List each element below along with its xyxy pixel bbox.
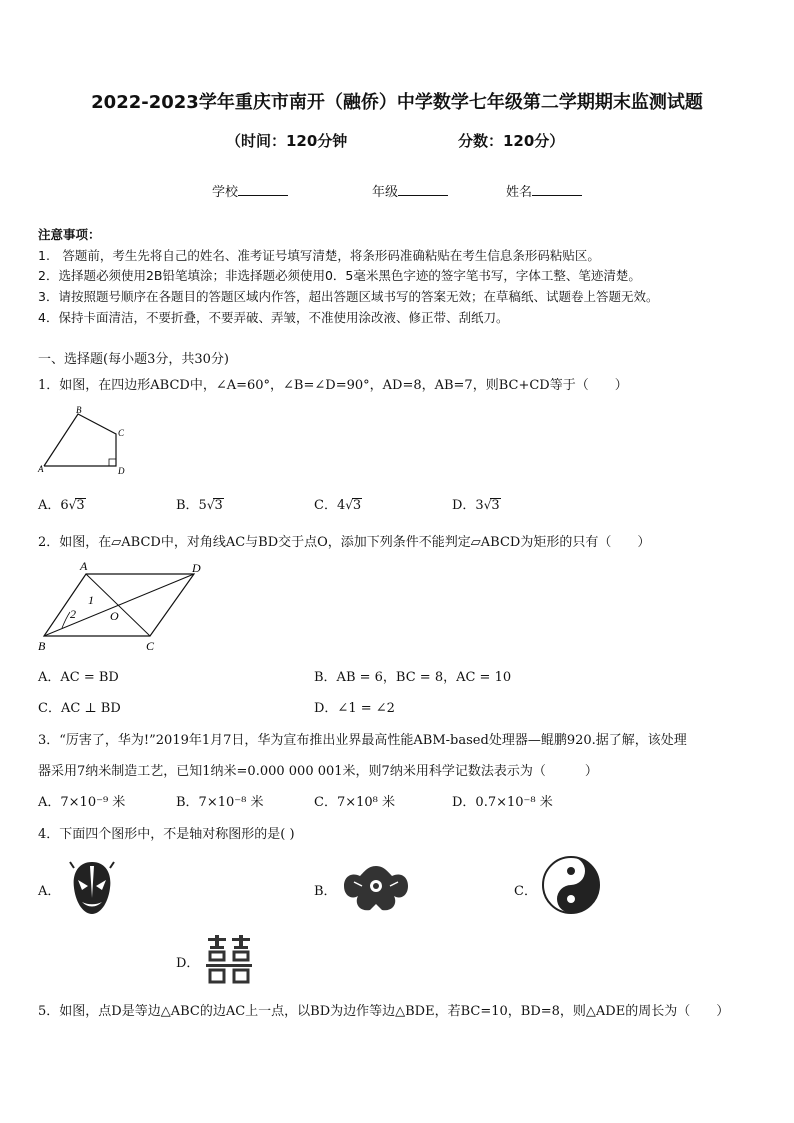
label-o: O xyxy=(110,609,119,623)
label-a: A xyxy=(38,464,44,474)
angle-2-label: 2 xyxy=(70,607,76,621)
label-c: C xyxy=(146,639,155,653)
q2-option-a[interactable]: A．AC = BD xyxy=(38,670,119,685)
parallelogram-figure xyxy=(36,558,216,654)
label-b: B xyxy=(38,639,46,653)
note-item: 2．选择题必须使用2B铅笔填涂；非选择题必须使用0．5毫米黑色字迹的签字笔书写，字体工整、笔迹清楚。 xyxy=(38,268,641,283)
q3-option-c[interactable]: C．7×10⁸ 米 xyxy=(314,795,395,810)
label-c: C xyxy=(118,428,125,438)
note-item: 3．请按照题号顺序在各题目的答题区域内作答，超出答题区域书写的答案无效；在草稿纸、试题卷上答题无效。 xyxy=(38,289,659,304)
grade-label: 年级 xyxy=(372,185,399,200)
notes-heading: 注意事项： xyxy=(38,227,101,242)
grade-field[interactable] xyxy=(372,181,448,200)
question-4-text: 4．下面四个图形中，不是轴对称图形的是( ) xyxy=(38,827,295,842)
name-label: 姓名 xyxy=(506,185,533,200)
q1-option-c[interactable]: C．4√3 xyxy=(314,498,362,513)
q2-option-b[interactable]: B．AB = 6，BC = 8，AC = 10 xyxy=(314,670,512,685)
q4-option-c[interactable]: C． xyxy=(514,884,537,899)
q1-option-b[interactable]: B．5√3 xyxy=(176,498,223,513)
q2-option-d[interactable]: D．∠1 = ∠2 xyxy=(314,701,395,716)
opera-mask-image xyxy=(68,858,116,918)
q4-option-b[interactable]: B． xyxy=(314,884,337,899)
label-d: D xyxy=(192,561,201,575)
q3-option-a[interactable]: A．7×10⁻⁹ 米 xyxy=(38,795,126,810)
label-b: B xyxy=(76,405,82,415)
question-2-text: 2．如图，在▱ABCD中，对角线AC与BD交于点O，添加下列条件不能判定▱ABCD为矩形的只有（ ） xyxy=(38,535,651,550)
note-item: 1. 答题前，考生先将自己的姓名、准考证号填写清楚，将条形码准确粘贴在考生信息条形码粘贴区。 xyxy=(38,248,600,263)
question-3-text-line1: 3．“厉害了，华为!”2019年1月7日，华为宣布推出业界最高性能ABM-based处理器—鲲鹏920.据了解，该处理 xyxy=(38,733,687,748)
section-heading: 一、选择题(每小题3分，共30分) xyxy=(38,352,229,367)
quadrilateral-figure xyxy=(36,404,136,476)
angle-1-label: 1 xyxy=(88,593,94,607)
question-3-text-line2: 器采用7纳米制造工艺，已知1纳米=0.000 000 001米，则7纳米用科学记数法表示为（ ） xyxy=(38,764,598,779)
label-d: D xyxy=(118,466,125,476)
q2-option-c[interactable]: C．AC ⊥ BD xyxy=(38,701,121,716)
school-field[interactable] xyxy=(212,181,288,200)
exam-time: （时间：120分钟 xyxy=(226,132,348,150)
q4-option-a[interactable]: A． xyxy=(38,884,61,899)
page-title: 2022-2023学年重庆市南开（融侨）中学数学七年级第二学期期末监测试题 xyxy=(91,92,703,113)
question-1-text: 1．如图，在四边形ABCD中，∠A=60°，∠B=∠D=90°，AD=8，AB=7，则BC+CD等于（ ） xyxy=(38,378,628,393)
twin-dragon-image xyxy=(340,860,412,916)
school-label: 学校 xyxy=(212,185,239,200)
label-a: A xyxy=(80,559,88,573)
note-item: 4．保持卡面清洁，不要折叠，不要弄破、弄皱，不准使用涂改液、修正带、刮纸刀。 xyxy=(38,310,509,325)
exam-score: 分数：120分） xyxy=(458,132,565,150)
q4-option-d[interactable]: D． xyxy=(176,956,200,971)
q3-option-d[interactable]: D．0.7×10⁻⁸ 米 xyxy=(452,795,553,810)
question-5-text: 5．如图，点D是等边△ABC的边AC上一点，以BD为边作等边△BDE，若BC=10，BD=8，则△ADE的周长为（ ） xyxy=(38,1004,730,1019)
q1-option-a[interactable]: A．6√3 xyxy=(38,498,85,513)
double-happiness-image xyxy=(204,934,254,988)
q1-option-d[interactable]: D．3√3 xyxy=(452,498,500,513)
q3-option-b[interactable]: B．7×10⁻⁸ 米 xyxy=(176,795,264,810)
yin-yang-image xyxy=(540,854,602,916)
name-field[interactable] xyxy=(506,181,582,200)
